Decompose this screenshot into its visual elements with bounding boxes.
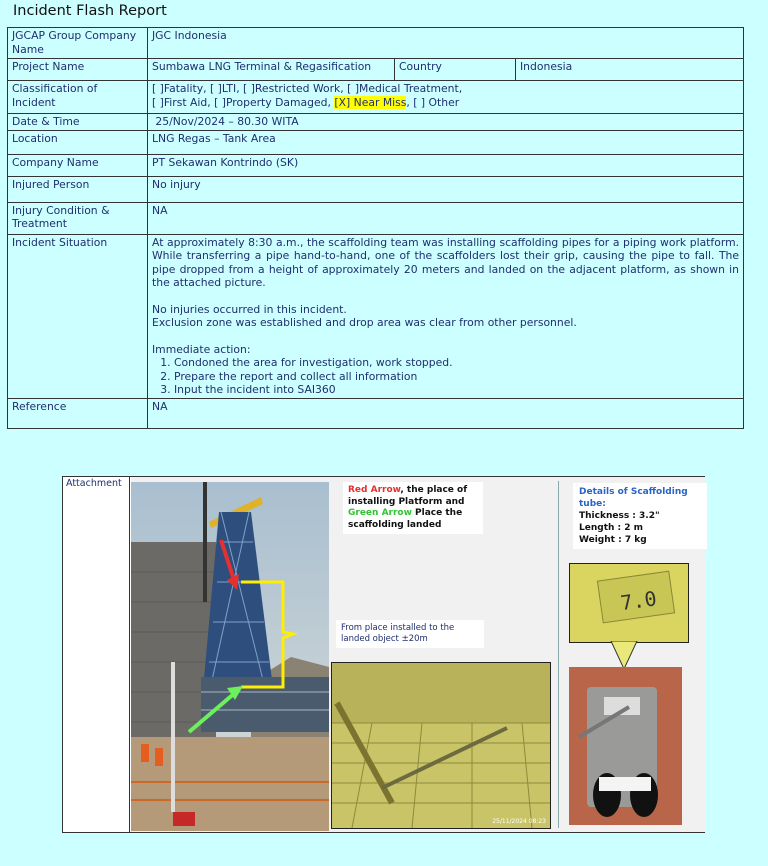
- classification-label: Classification of Incident: [8, 81, 148, 114]
- action-list: [152, 356, 739, 397]
- group-company-label: JGCAP Group Company Name: [8, 28, 148, 59]
- row-reference: [8, 398, 744, 428]
- datetime-value: 25/Nov/2024 – 80.30 WITA: [148, 114, 744, 131]
- situation-label: Incident Situation: [8, 234, 148, 398]
- scale-display-photo: [569, 563, 689, 643]
- attachment-divider: [558, 481, 559, 828]
- condition-label: Injury Condition & Treatment: [8, 202, 148, 234]
- height-note: From place installed to the landed object ±20m: [336, 620, 484, 648]
- classification-line1: [ ]Fatality, [ ]LTI, [ ]Restricted Work, [ ]Medical Treatment,: [152, 82, 463, 95]
- project-value: Sumbawa LNG Terminal & Regasification: [148, 59, 395, 81]
- condition-value: NA: [148, 202, 744, 234]
- length-value: Length : 2 m: [579, 523, 644, 533]
- arrow-legend-note: Red Arrow, the place of installing Platform and Green Arrow Place the scaffolding landed: [343, 482, 483, 534]
- reference-label: Reference: [8, 398, 148, 428]
- photo-timestamp: 25/11/2024 08:23: [492, 818, 546, 825]
- attachment-box: [62, 476, 705, 833]
- location-label: Location: [8, 130, 148, 154]
- details-title: Details of Scaffolding tube:: [579, 487, 688, 509]
- immediate-action-heading: Immediate action:: [152, 342, 251, 356]
- situation-value: [148, 234, 744, 398]
- tube-details: [573, 483, 707, 549]
- situation-no-injury: No injuries occurred in this incident.: [152, 302, 347, 316]
- row-situation: [8, 234, 744, 398]
- incident-table: [7, 27, 744, 429]
- situation-paragraph: At approximately 8:30 a.m., the scaffolding team was installing scaffolding pipes for a piping work platform. While transferring a pipe hand-to-hand, one of the scaffolders lost their grip, causing the pipe to fall. The pipe dropped from a height of approximately 20 meters and landed on the adjacent platform, as shown in the attached picture.: [152, 235, 740, 289]
- row-group-company: [8, 28, 744, 59]
- classification-value: [148, 81, 744, 114]
- row-location: [8, 130, 744, 154]
- action-item: 2. Prepare the report and collect all information: [174, 370, 739, 384]
- injured-label: Injured Person: [8, 176, 148, 202]
- attachment-label: Attachment: [63, 477, 130, 832]
- situation-exclusion: Exclusion zone was established and drop area was clear from other personnel.: [152, 316, 577, 329]
- near-miss-highlight: [X] Near Miss: [334, 95, 407, 109]
- company-value: PT Sekawan Kontrindo (SK): [148, 154, 744, 176]
- datetime-label: Date & Time: [8, 114, 148, 131]
- injured-value: No injury: [148, 176, 744, 202]
- thickness-value: Thickness : 3.2": [579, 511, 660, 521]
- row-datetime: [8, 114, 744, 131]
- reference-value: NA: [148, 398, 744, 428]
- row-injured: [8, 176, 744, 202]
- country-label: Country: [395, 59, 516, 81]
- action-item: 1. Condoned the area for investigation, work stopped.: [174, 356, 739, 370]
- scale-reading: 7.0: [618, 586, 659, 616]
- location-value: LNG Regas – Tank Area: [148, 130, 744, 154]
- attachment-panel: [131, 477, 705, 832]
- weight-value: Weight : 7 kg: [579, 535, 647, 545]
- row-project: [8, 59, 744, 81]
- row-classification: [8, 81, 744, 114]
- weighing-photo: [569, 667, 682, 825]
- landed-pipe-photo: [331, 662, 551, 829]
- action-item: 3. Input the incident into SAI360: [174, 383, 739, 397]
- project-label: Project Name: [8, 59, 148, 81]
- country-value: Indonesia: [516, 59, 744, 81]
- row-company: [8, 154, 744, 176]
- classification-line2: [ ]First Aid, [ ]Property Damaged, [X] Near Miss, [ ] Other: [152, 95, 460, 109]
- company-label: Company Name: [8, 154, 148, 176]
- row-condition: [8, 202, 744, 234]
- green-arrow-label: Green Arrow: [348, 508, 412, 518]
- site-photo: [131, 482, 329, 831]
- red-arrow-label: Red Arrow: [348, 485, 401, 495]
- report-title: Incident Flash Report: [13, 3, 167, 19]
- group-company-value: JGC Indonesia: [148, 28, 744, 59]
